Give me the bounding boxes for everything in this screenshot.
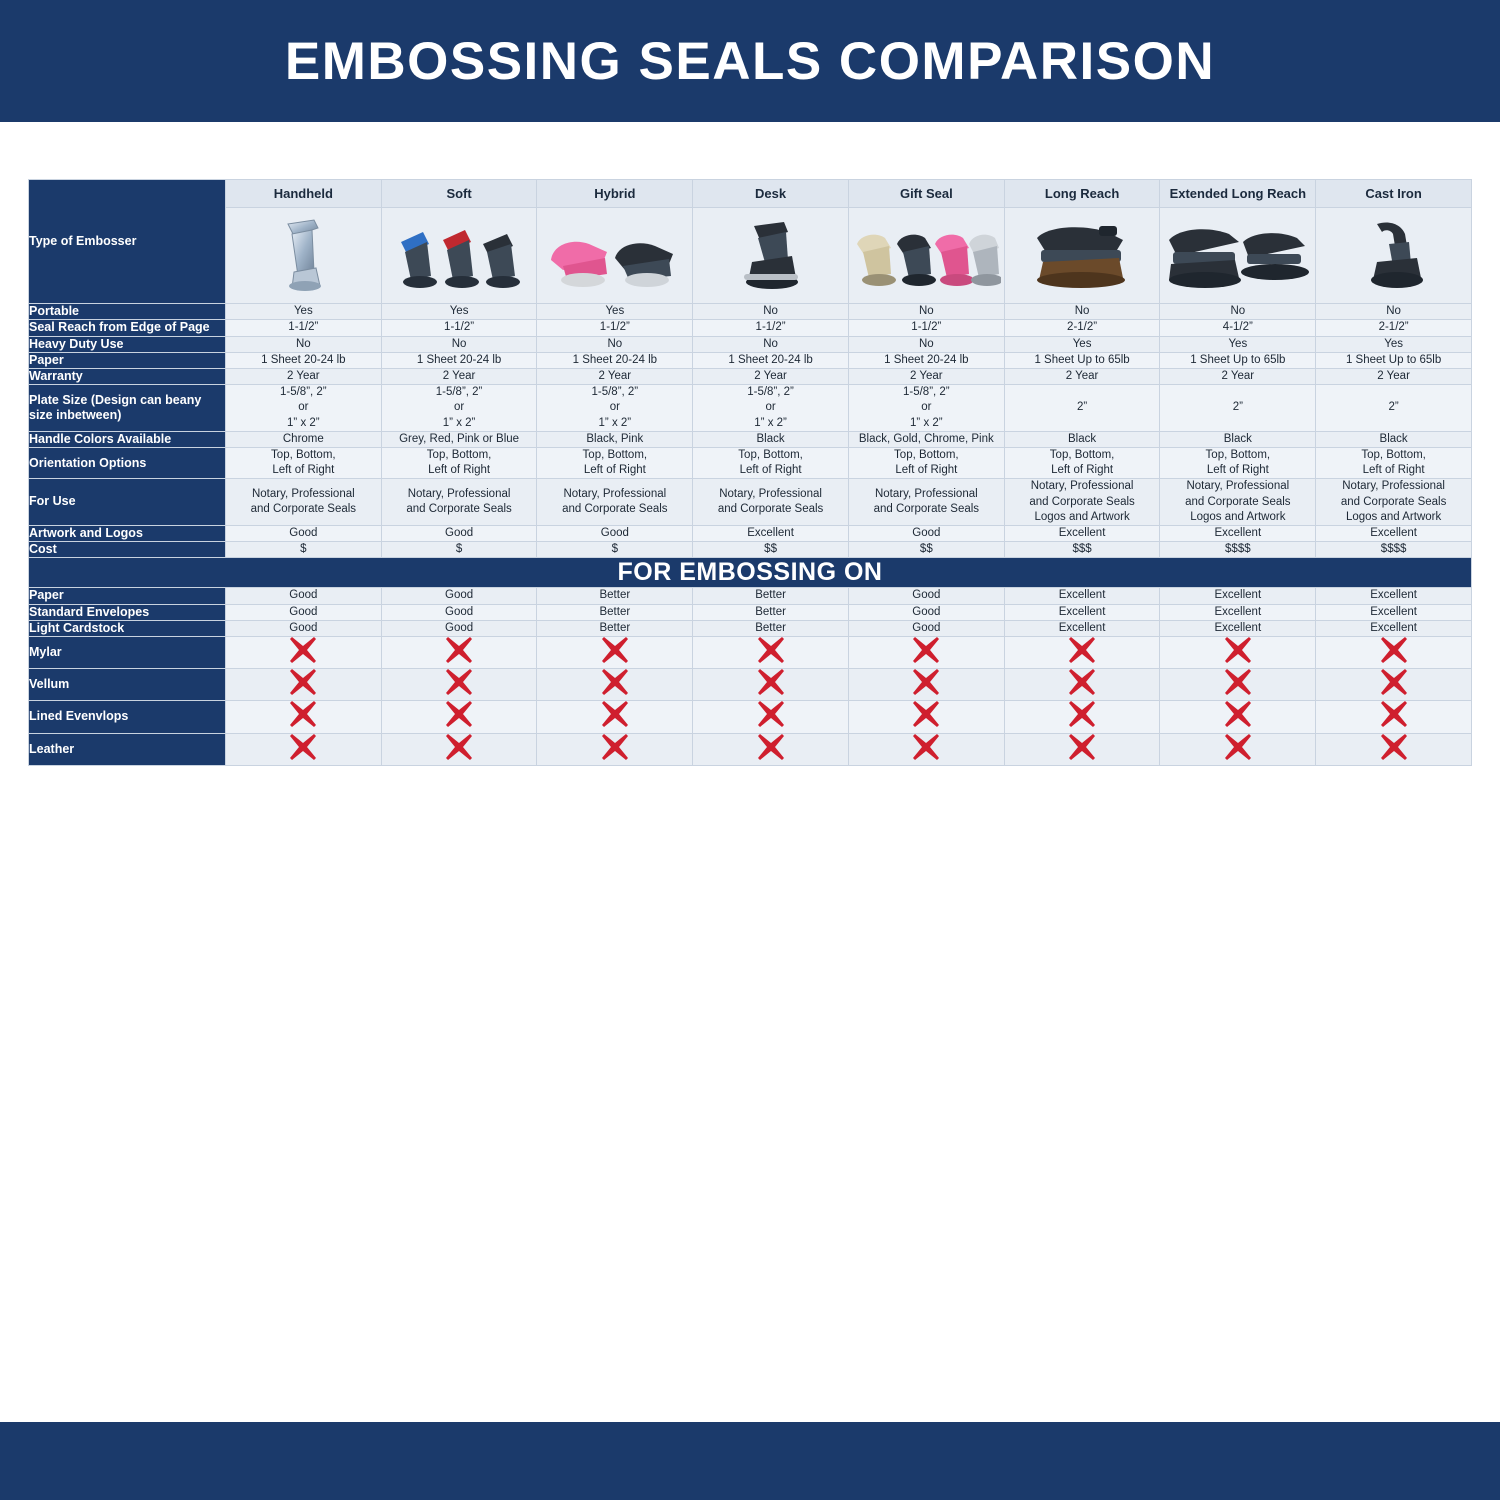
- column-header-extended-long-reach: Extended Long Reach: [1160, 180, 1316, 208]
- cell-value: 1 Sheet Up to 65lb: [1160, 352, 1316, 368]
- embosser-image-cell: [848, 208, 1004, 304]
- row-header-heavy-duty-use: Heavy Duty Use: [29, 336, 226, 352]
- cell-value: 2”: [1160, 385, 1316, 432]
- cell-value: $: [537, 542, 693, 558]
- cell-value: 1 Sheet Up to 65lb: [1316, 352, 1472, 368]
- cell-value: 1 Sheet 20-24 lb: [848, 352, 1004, 368]
- page-title: EMBOSSING SEALS COMPARISON: [284, 31, 1216, 91]
- desk-embosser-icon: [736, 210, 806, 296]
- cell-value: 1-5/8”, 2” or 1” x 2”: [381, 385, 537, 432]
- not-supported-x-icon: [913, 701, 939, 727]
- not-supported-x-icon: [913, 637, 939, 663]
- desk-embosser-icon: [736, 216, 806, 296]
- embosser-image-cell: [537, 208, 693, 304]
- cell-value: Notary, Professional and Corporate Seals: [848, 479, 1004, 526]
- cell-value: 2 Year: [1004, 369, 1160, 385]
- embosser-image-cell: [381, 208, 537, 304]
- cell-value: [693, 669, 849, 701]
- column-header-desk: Desk: [693, 180, 849, 208]
- embosser-image-cell: [1004, 208, 1160, 304]
- row-header-cost: Cost: [29, 542, 226, 558]
- embosser-image-cell: [1316, 208, 1472, 304]
- cell-value: [1316, 637, 1472, 669]
- cell-value: Excellent: [1316, 620, 1472, 636]
- row-header-type-of-embosser: Type of Embosser: [29, 180, 226, 304]
- cell-value: $$: [848, 542, 1004, 558]
- cell-value: Good: [848, 604, 1004, 620]
- not-supported-x-icon: [1225, 701, 1251, 727]
- cell-value: 2 Year: [225, 369, 381, 385]
- cell-value: [225, 637, 381, 669]
- cell-value: Excellent: [1160, 588, 1316, 604]
- cell-value: Top, Bottom, Left of Right: [537, 448, 693, 479]
- cell-value: Yes: [381, 304, 537, 320]
- cell-value: 1-1/2”: [848, 320, 1004, 336]
- row-header-orientation-options: Orientation Options: [29, 448, 226, 479]
- cell-value: [1316, 701, 1472, 733]
- cell-value: Better: [693, 620, 849, 636]
- not-supported-x-icon: [446, 669, 472, 695]
- cell-value: $$$$: [1316, 542, 1472, 558]
- column-header-hybrid: Hybrid: [537, 180, 693, 208]
- column-header-long-reach: Long Reach: [1004, 180, 1160, 208]
- extended-long-reach-embosser-icon: [1163, 218, 1313, 296]
- cell-value: 1-1/2”: [381, 320, 537, 336]
- cell-value: 1 Sheet 20-24 lb: [225, 352, 381, 368]
- cell-value: [1160, 701, 1316, 733]
- not-supported-x-icon: [1069, 701, 1095, 727]
- not-supported-x-icon: [602, 669, 628, 695]
- extended-long-reach-embosser-icon: [1163, 210, 1313, 296]
- cell-value: Yes: [1316, 336, 1472, 352]
- cell-value: Black, Gold, Chrome, Pink: [848, 431, 1004, 447]
- cell-value: Excellent: [1004, 620, 1160, 636]
- cell-value: Excellent: [1160, 604, 1316, 620]
- cell-value: [537, 637, 693, 669]
- cell-value: Excellent: [1004, 588, 1160, 604]
- row-header-plate-size-design-can-beany-size-inbetween: Plate Size (Design can beany size inbetween): [29, 385, 226, 432]
- cell-value: Good: [848, 525, 1004, 541]
- cell-value: [693, 733, 849, 765]
- cell-value: 2”: [1316, 385, 1472, 432]
- not-supported-x-icon: [602, 637, 628, 663]
- cell-value: No: [537, 336, 693, 352]
- cell-value: No: [693, 336, 849, 352]
- cell-value: No: [1160, 304, 1316, 320]
- not-supported-x-icon: [602, 701, 628, 727]
- not-supported-x-icon: [446, 637, 472, 663]
- row-header-paper: Paper: [29, 588, 226, 604]
- cell-value: 4-1/2”: [1160, 320, 1316, 336]
- cell-value: 2 Year: [537, 369, 693, 385]
- cell-value: Good: [381, 588, 537, 604]
- gift-seal-embosser-icon: [851, 222, 1001, 296]
- embosser-image-cell: [225, 208, 381, 304]
- cell-value: Top, Bottom, Left of Right: [848, 448, 1004, 479]
- row-header-for-use: For Use: [29, 479, 226, 526]
- cell-value: $$: [693, 542, 849, 558]
- cast-iron-embosser-icon: [1355, 216, 1433, 296]
- row-header-light-cardstock: Light Cardstock: [29, 620, 226, 636]
- cell-value: Good: [537, 525, 693, 541]
- embosser-image-cell: [1160, 208, 1316, 304]
- cell-value: Notary, Professional and Corporate Seals: [225, 479, 381, 526]
- cell-value: Black, Pink: [537, 431, 693, 447]
- not-supported-x-icon: [1225, 734, 1251, 760]
- cell-value: Excellent: [1316, 525, 1472, 541]
- cell-value: Good: [225, 588, 381, 604]
- cell-value: Notary, Professional and Corporate Seals Logos and Artwork: [1004, 479, 1160, 526]
- cell-value: [225, 669, 381, 701]
- cell-value: 2 Year: [381, 369, 537, 385]
- cell-value: No: [848, 304, 1004, 320]
- cell-value: Top, Bottom, Left of Right: [693, 448, 849, 479]
- cell-value: 1 Sheet 20-24 lb: [693, 352, 849, 368]
- not-supported-x-icon: [758, 669, 784, 695]
- not-supported-x-icon: [1381, 701, 1407, 727]
- cell-value: [1160, 637, 1316, 669]
- row-header-portable: Portable: [29, 304, 226, 320]
- cell-value: [537, 733, 693, 765]
- cell-value: 1-1/2”: [693, 320, 849, 336]
- not-supported-x-icon: [913, 669, 939, 695]
- cell-value: No: [1004, 304, 1160, 320]
- cell-value: [381, 733, 537, 765]
- cell-value: [1160, 669, 1316, 701]
- not-supported-x-icon: [1069, 669, 1095, 695]
- cell-value: Yes: [537, 304, 693, 320]
- not-supported-x-icon: [1381, 734, 1407, 760]
- row-header-handle-colors-available: Handle Colors Available: [29, 431, 226, 447]
- cell-value: Yes: [1160, 336, 1316, 352]
- not-supported-x-icon: [758, 701, 784, 727]
- cell-value: $$$: [1004, 542, 1160, 558]
- cell-value: Chrome: [225, 431, 381, 447]
- not-supported-x-icon: [446, 701, 472, 727]
- cell-value: Top, Bottom, Left of Right: [225, 448, 381, 479]
- cell-value: [381, 701, 537, 733]
- cell-value: 1-5/8”, 2” or 1” x 2”: [225, 385, 381, 432]
- cell-value: Black: [1316, 431, 1472, 447]
- cell-value: Better: [693, 604, 849, 620]
- hybrid-embosser-icon: [547, 210, 683, 296]
- cell-value: [225, 701, 381, 733]
- embossing-seals-comparison-table: [28, 179, 1472, 766]
- not-supported-x-icon: [758, 734, 784, 760]
- cell-value: 1-5/8”, 2” or 1” x 2”: [848, 385, 1004, 432]
- row-header-mylar: Mylar: [29, 637, 226, 669]
- cell-value: [537, 701, 693, 733]
- cell-value: No: [693, 304, 849, 320]
- not-supported-x-icon: [1069, 637, 1095, 663]
- not-supported-x-icon: [758, 637, 784, 663]
- cell-value: [848, 669, 1004, 701]
- not-supported-x-icon: [290, 637, 316, 663]
- cell-value: Good: [381, 620, 537, 636]
- cell-value: [1316, 733, 1472, 765]
- cell-value: Notary, Professional and Corporate Seals Logos and Artwork: [1160, 479, 1316, 526]
- cell-value: Yes: [1004, 336, 1160, 352]
- cell-value: Excellent: [1316, 604, 1472, 620]
- page-header: [0, 0, 1500, 122]
- cell-value: Excellent: [693, 525, 849, 541]
- row-header-warranty: Warranty: [29, 369, 226, 385]
- not-supported-x-icon: [1069, 734, 1095, 760]
- cell-value: 1-5/8”, 2” or 1” x 2”: [693, 385, 849, 432]
- cell-value: 2 Year: [1160, 369, 1316, 385]
- column-header-handheld: Handheld: [225, 180, 381, 208]
- cell-value: [225, 733, 381, 765]
- cell-value: Better: [537, 588, 693, 604]
- not-supported-x-icon: [290, 701, 316, 727]
- cell-value: Top, Bottom, Left of Right: [1316, 448, 1472, 479]
- handheld-embosser-icon: [274, 210, 332, 296]
- cell-value: Top, Bottom, Left of Right: [381, 448, 537, 479]
- soft-embosser-icon: [393, 210, 525, 296]
- cell-value: Notary, Professional and Corporate Seals: [693, 479, 849, 526]
- row-header-seal-reach-from-edge-of-page: Seal Reach from Edge of Page: [29, 320, 226, 336]
- cell-value: Better: [693, 588, 849, 604]
- cell-value: Better: [537, 604, 693, 620]
- cell-value: 2-1/2”: [1316, 320, 1472, 336]
- cell-value: $: [381, 542, 537, 558]
- not-supported-x-icon: [1225, 669, 1251, 695]
- cell-value: Black: [1004, 431, 1160, 447]
- cell-value: $: [225, 542, 381, 558]
- cell-value: [848, 701, 1004, 733]
- not-supported-x-icon: [913, 734, 939, 760]
- cell-value: No: [1316, 304, 1472, 320]
- row-header-lined-evenvlops: Lined Evenvlops: [29, 701, 226, 733]
- page-footer: [0, 1422, 1500, 1500]
- cast-iron-embosser-icon: [1355, 210, 1433, 296]
- cell-value: Better: [537, 620, 693, 636]
- cell-value: Good: [848, 620, 1004, 636]
- cell-value: Excellent: [1004, 525, 1160, 541]
- cell-value: [381, 637, 537, 669]
- not-supported-x-icon: [1225, 637, 1251, 663]
- row-header-standard-envelopes: Standard Envelopes: [29, 604, 226, 620]
- section-band-for-embossing-on: FOR EMBOSSING ON: [29, 558, 1472, 588]
- cell-value: 1 Sheet Up to 65lb: [1004, 352, 1160, 368]
- cell-value: Black: [1160, 431, 1316, 447]
- not-supported-x-icon: [290, 734, 316, 760]
- cell-value: No: [225, 336, 381, 352]
- gift-seal-embosser-icon: [851, 210, 1001, 296]
- cell-value: No: [848, 336, 1004, 352]
- cell-value: Notary, Professional and Corporate Seals: [537, 479, 693, 526]
- cell-value: Notary, Professional and Corporate Seals: [381, 479, 537, 526]
- cell-value: Excellent: [1160, 525, 1316, 541]
- cell-value: Good: [848, 588, 1004, 604]
- cell-value: [1316, 669, 1472, 701]
- column-header-soft: Soft: [381, 180, 537, 208]
- cell-value: [1160, 733, 1316, 765]
- cell-value: 1 Sheet 20-24 lb: [381, 352, 537, 368]
- cell-value: [1004, 733, 1160, 765]
- table-container: [0, 127, 1500, 766]
- cell-value: [381, 669, 537, 701]
- cell-value: [848, 733, 1004, 765]
- cell-value: Good: [381, 604, 537, 620]
- cell-value: Good: [225, 525, 381, 541]
- cell-value: No: [381, 336, 537, 352]
- cell-value: 2”: [1004, 385, 1160, 432]
- row-header-artwork-and-logos: Artwork and Logos: [29, 525, 226, 541]
- cell-value: Notary, Professional and Corporate Seals Logos and Artwork: [1316, 479, 1472, 526]
- cell-value: Grey, Red, Pink or Blue: [381, 431, 537, 447]
- column-header-cast-iron: Cast Iron: [1316, 180, 1472, 208]
- cell-value: 2 Year: [1316, 369, 1472, 385]
- embosser-image-cell: [693, 208, 849, 304]
- row-header-paper: Paper: [29, 352, 226, 368]
- cell-value: 2-1/2”: [1004, 320, 1160, 336]
- cell-value: [848, 637, 1004, 669]
- table-body: [29, 180, 1472, 766]
- cell-value: 1-1/2”: [225, 320, 381, 336]
- cell-value: [1004, 637, 1160, 669]
- cell-value: Yes: [225, 304, 381, 320]
- cell-value: 2 Year: [693, 369, 849, 385]
- cell-value: Excellent: [1160, 620, 1316, 636]
- row-header-vellum: Vellum: [29, 669, 226, 701]
- cell-value: Good: [225, 620, 381, 636]
- not-supported-x-icon: [446, 734, 472, 760]
- cell-value: 2 Year: [848, 369, 1004, 385]
- cell-value: Good: [381, 525, 537, 541]
- cell-value: [1004, 669, 1160, 701]
- not-supported-x-icon: [1381, 637, 1407, 663]
- cell-value: Good: [225, 604, 381, 620]
- cell-value: [693, 637, 849, 669]
- cell-value: 1-1/2”: [537, 320, 693, 336]
- not-supported-x-icon: [1381, 669, 1407, 695]
- cell-value: Black: [693, 431, 849, 447]
- cell-value: Top, Bottom, Left of Right: [1004, 448, 1160, 479]
- cell-value: $$$$: [1160, 542, 1316, 558]
- long-reach-embosser-icon: [1027, 218, 1137, 296]
- hybrid-embosser-icon: [547, 226, 683, 296]
- not-supported-x-icon: [602, 734, 628, 760]
- column-header-gift-seal: Gift Seal: [848, 180, 1004, 208]
- cell-value: 1-5/8”, 2” or 1” x 2”: [537, 385, 693, 432]
- long-reach-embosser-icon: [1027, 210, 1137, 296]
- cell-value: [1004, 701, 1160, 733]
- cell-value: [693, 701, 849, 733]
- handheld-embosser-icon: [274, 216, 332, 296]
- soft-embosser-icon: [393, 218, 525, 296]
- row-header-leather: Leather: [29, 733, 226, 765]
- cell-value: [537, 669, 693, 701]
- cell-value: 1 Sheet 20-24 lb: [537, 352, 693, 368]
- cell-value: Excellent: [1004, 604, 1160, 620]
- not-supported-x-icon: [290, 669, 316, 695]
- cell-value: Excellent: [1316, 588, 1472, 604]
- cell-value: Top, Bottom, Left of Right: [1160, 448, 1316, 479]
